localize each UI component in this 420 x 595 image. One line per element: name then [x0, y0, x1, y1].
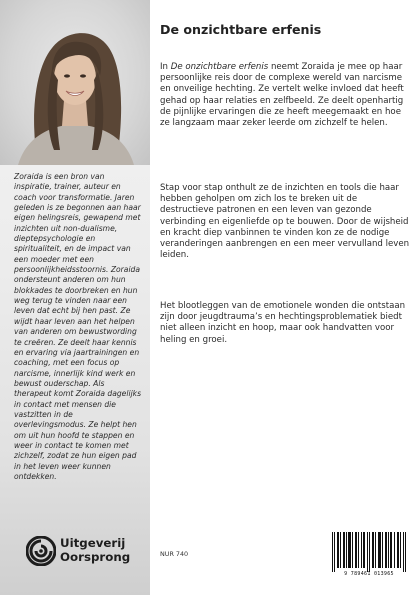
isbn-digits: 9 789461 013965: [344, 571, 394, 577]
blurb-paragraph-1: [160, 62, 410, 129]
author-panel: [0, 0, 150, 595]
book-title: De onzichtbare erfenis: [160, 22, 322, 37]
publisher-name: [60, 537, 130, 564]
blurb-prefix: In: [160, 62, 171, 72]
publisher-line-1: Uitgeverij: [60, 536, 126, 550]
spiral-logo-icon: [26, 536, 56, 566]
blurb-paragraph-3: Het blootleggen van de emotionele wonden die ontstaan zijn door jeugdtrauma’s en hechtingsproblematiek biedt niet alleen inzicht en hoop, maar ook handvatten voor heling en groei.: [160, 301, 406, 345]
blurb-paragraph-2: Stap voor stap onthult ze de inzichten en tools die haar hebben geholpen om zich los te breken uit de destructieve patronen en een leven van gezonde verbinding en eigenliefde op te bouwen. Door de wijsheid en kracht diep vanbinnen te vinden kon ze de nodige veranderingen aanbrengen en een meer vervulland leven leiden.: [160, 183, 410, 261]
publisher-logo: [26, 535, 146, 569]
author-bio-text: Zoraida is een bron van inspiratie, trainer, auteur en coach voor transformatie. Jaren geleden is ze begonnen aan haar eigen helingsreis, gewapend met inzichten uit non-dualisme, dieptepsychologie en spiritualiteit, en de impact van een moeder met een persoonlijkheidsstoornis. Zoraida ondersteunt anderen om hun blokkades te doorbreken en hun weg terug te vinden naar een leven dat echt bij hen past. Ze wijdt haar leven aan het helpen van anderen om bewustwording te creëren. Ze deelt haar kennis en ervaring via jaartrainingen en coaching, met een focus op narcisme, innerlijk kind werk en bewust ouderschap. Als therapeut komt Zoraida dagelijks in contact met mensen die vastzitten in de overlevingsmodus. Ze helpt hen om uit hun hoofd te stappen en weer in contact te komen met zichzelf, zodat ze hun eigen pad in het leven weer kunnen ontdekken.: [14, 172, 142, 481]
author-portrait-photo: [0, 0, 150, 165]
blurb-paragraph-1-rest: neemt Zoraida je mee op haar persoonlijke reis door de complexe wereld van narcisme en onveilige hechting. Ze vertelt welke invloed dat heeft gehad op haar relaties en zelfbeeld. Ze deelt openhartig de pijnlijke ervaringen die ze heeft meegemaakt en hoe ze langzaam maar zeker leerde om zichzelf te helen.: [160, 62, 404, 129]
blurb-title-italic: De onzichtbare erfenis: [170, 62, 269, 72]
blurb-panel: [150, 0, 420, 595]
nur-code: NUR 740: [160, 550, 189, 558]
isbn-barcode: [328, 530, 410, 572]
publisher-line-2: Oorsprong: [60, 549, 131, 564]
